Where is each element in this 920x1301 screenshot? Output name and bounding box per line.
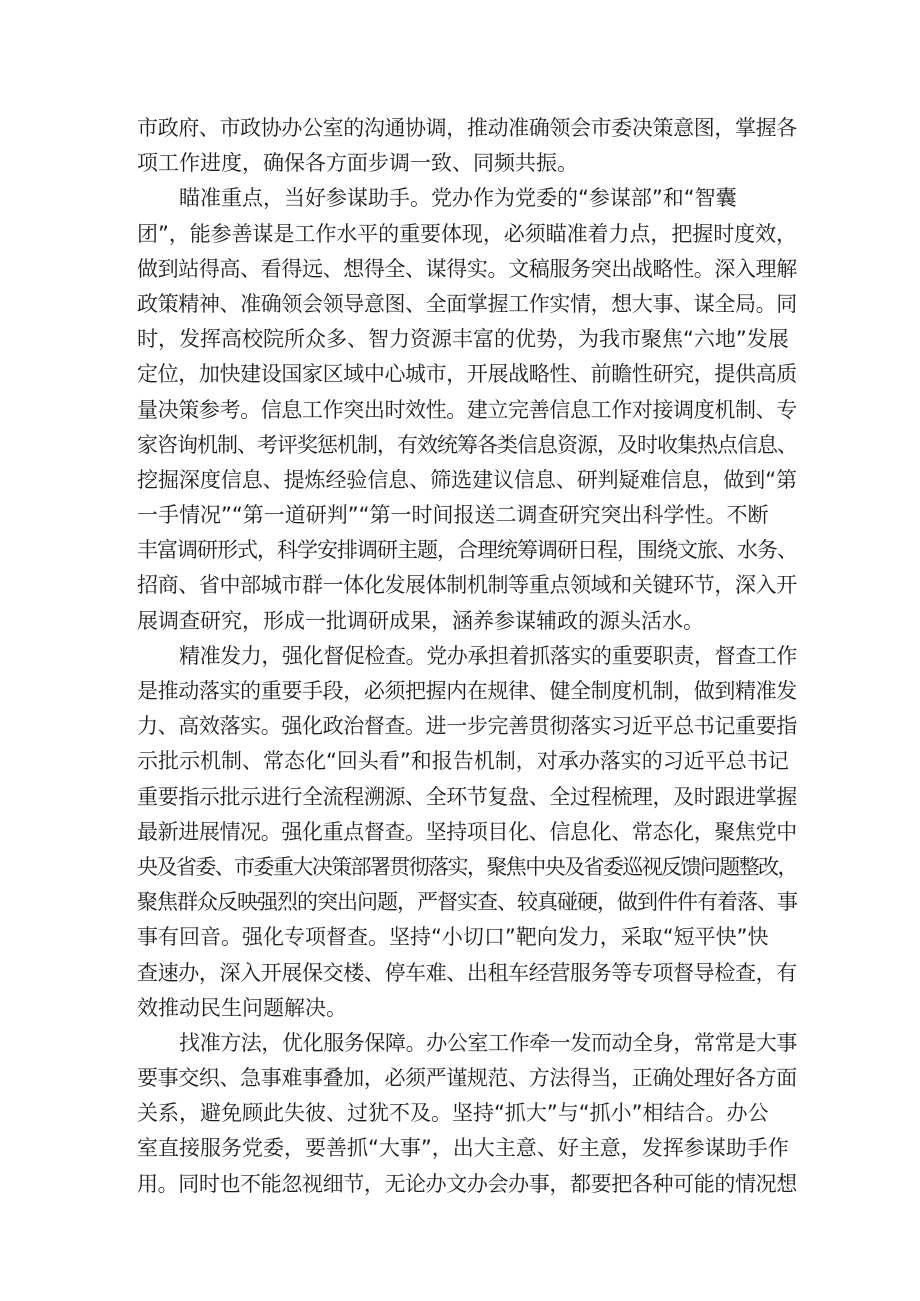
text-line: 查速办，深入开展保交楼、停车难、出租车经营服务等专项督导检查，有: [137, 960, 797, 985]
text-line: 用。同时也不能忽视细节，无论办文办会办事，都要把各种可能的情况想: [137, 1171, 797, 1196]
text-line: 展调查研究，形成一批调研成果，涵养参谋辅政的源头活水。: [137, 608, 704, 633]
text-line: 时，发挥高校院所众多、智力资源丰富的优势，为我市聚焦“六地”发展: [137, 327, 789, 352]
text-line: 要事交织、急事难事叠加，必须严谨规范、方法得当，正确处理好各方面: [137, 1066, 797, 1091]
text-line: 是推动落实的重要手段，必须把握内在规律、健全制度机制，做到精准发: [137, 679, 797, 703]
paragraph-first-line: 找准方法，优化服务保障。办公室工作牵一发而动全身，常常是大事: [179, 1030, 797, 1055]
text-line: 关系，避免顾此失彼、过犹不及。坚持“抓大”与“抓小”相结合。办公: [137, 1101, 769, 1126]
text-line: 团”，能参善谋是工作水平的重要体现，必须瞄准着力点，把握时度效，: [137, 221, 797, 246]
text-line: 一手情况”“第一道研判”“第一时间报送二调查研究突出科学性。不断: [137, 503, 769, 528]
text-line: 挖掘深度信息、提炼经验信息、筛选建议信息、研判疑难信息，做到“第: [137, 467, 797, 492]
text-line: 效推动民生问题解决。: [137, 995, 347, 1020]
text-line: 央及省委、市委重大决策部署贯彻落实，聚焦中央及省委巡视反馈问题整改，: [137, 854, 797, 879]
text-line: 聚焦群众反映强烈的突出问题，严督实查、较真碰硬，做到件件有着落、事: [137, 890, 797, 915]
text-line: 市政府、市政协办公室的沟通协调，推动准确领会市委决策意图，掌握各: [137, 116, 797, 140]
text-line: 力、高效落实。强化政治督查。进一步完善贯彻落实习近平总书记重要指: [137, 714, 797, 739]
text-line: 室直接服务党委，要善抓“大事”，出大主意、好主意，发挥参谋助手作: [137, 1136, 789, 1161]
text-line: 最新进展情况。强化重点督查。坚持项目化、信息化、常态化，聚焦党中: [137, 819, 797, 844]
text-line: 家咨询机制、考评奖惩机制，有效统筹各类信息资源，及时收集热点信息、: [137, 432, 797, 457]
text-line: 做到站得高、看得远、想得全、谋得实。文稿服务突出战略性。深入理解: [137, 256, 797, 281]
text-line: 重要指示批示进行全流程溯源、全环节复盘、全过程梳理，及时跟进掌握: [137, 784, 797, 809]
paragraph-first-line: 精准发力，强化督促检查。党办承担着抓落实的重要职责，督查工作: [179, 643, 797, 668]
body-text: [137, 111, 797, 1202]
text-line: 量决策参考。信息工作突出时效性。建立完善信息工作对接调度机制、专: [137, 397, 797, 422]
text-line: 事有回音。强化专项督查。坚持“小切口”靶向发力，采取“短平快”快: [137, 925, 769, 950]
text-line: 政策精神、准确领会领导意图、全面掌握工作实情，想大事、谋全局。同: [137, 291, 797, 316]
text-line: 示批示机制、常态化“回头看”和报告机制，对承办落实的习近平总书记: [137, 749, 789, 774]
text-line: 招商、省中部城市群一体化发展体制机制等重点领域和关键环节，深入开: [137, 573, 797, 598]
text-line: 项工作进度，确保各方面步调一致、同频共振。: [137, 151, 578, 176]
text-line: 定位，加快建设国家区域中心城市，开展战略性、前瞻性研究，提供高质: [137, 362, 797, 387]
text-line: 丰富调研形式，科学安排调研主题，合理统筹调研日程，围绕文旅、水务、: [137, 538, 797, 563]
paragraph-first-line: 瞄准重点，当好参谋助手。党办作为党委的“参谋部”和“智囊: [179, 186, 737, 211]
